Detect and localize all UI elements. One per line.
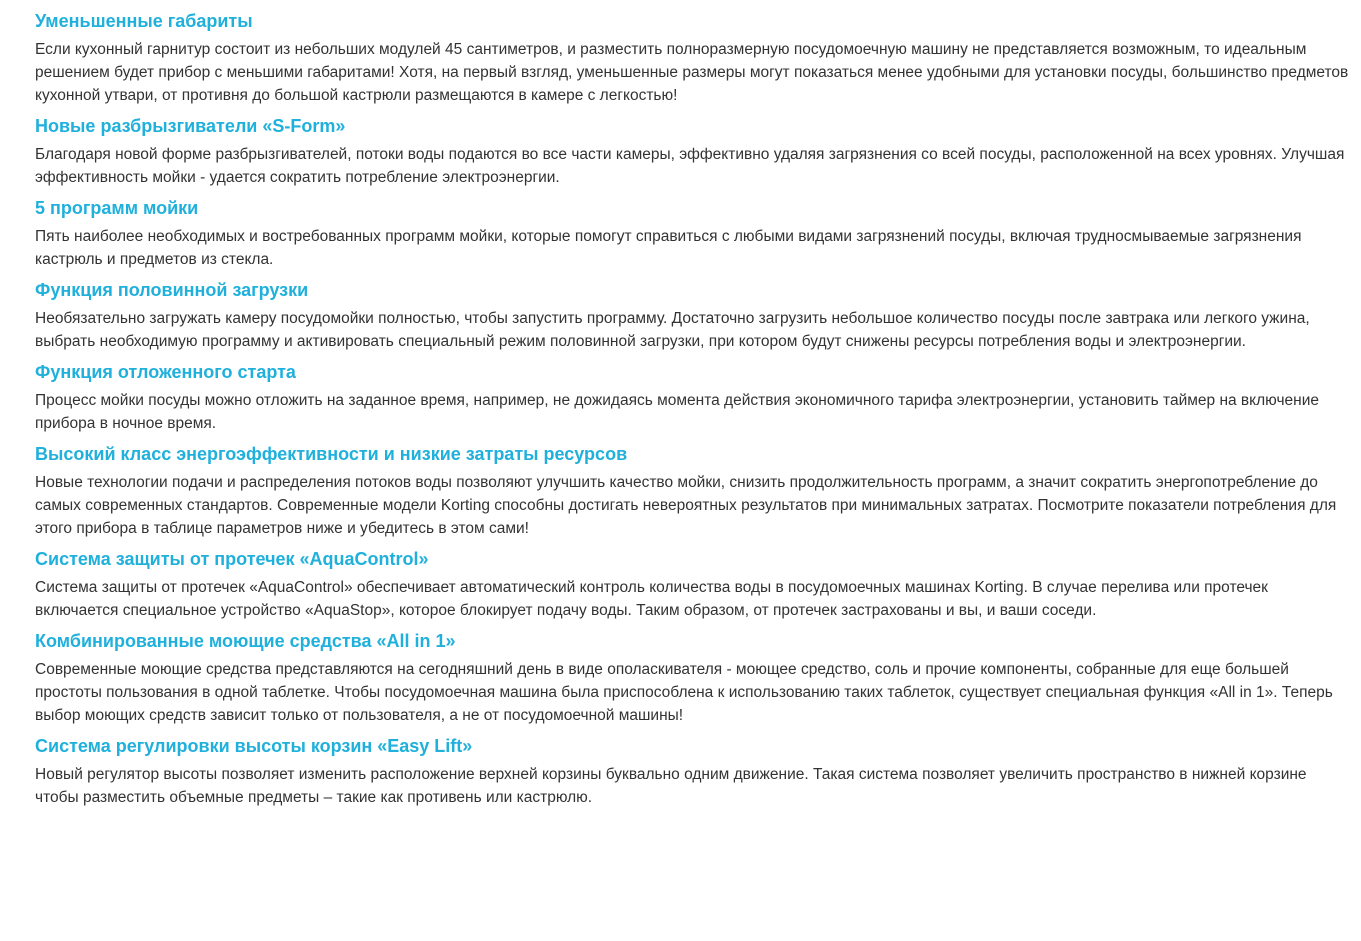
feature-s-form-sprayers [35,113,1351,189]
feature-title: Комбинированные моющие средства «All in 1» [35,631,456,651]
feature-description: Процесс мойки посуды можно отложить на заданное время, например, не дожидаясь момента действия экономичного тарифа электроэнергии, установить таймер на включение прибора в ночное время. [35,392,1319,432]
feature-wash-programs [35,195,1351,271]
feature-title: Новые разбрызгиватели «S-Form» [35,116,346,136]
feature-description: Если кухонный гарнитур состоит из небольших модулей 45 сантиметров, и разместить полноразмерную посудомоечную машину не представляется возможным, то идеальным решением будет прибор с меньшими габаритами! Хотя, на первый взгляд, уменьшенные размеры могут показаться менее удобными для установки посуды, большинство предметов кухонной утвари, от противня до большой кастрюли размещаются в камере с легкостью! [35,41,1349,104]
feature-list [35,8,1351,815]
feature-description: Современные моющие средства представляются на сегодняшний день в виде ополаскивателя - моющее средство, соль и прочие компоненты, собранные для еще большей простоты пользования в одной таблетке. Чтобы посудомоечная машина была приспособлена к использованию таких таблеток, существует специальная функция «All in 1». Теперь выбор моющих средств зависит только от пользователя, а не от посудомоечной машины! [35,661,1333,724]
feature-title: Функция половинной загрузки [35,280,309,300]
feature-energy-efficiency [35,441,1351,540]
feature-description: Новый регулятор высоты позволяет изменить расположение верхней корзины буквально одним движение. Такая система позволяет увеличить пространство в нижней корзине чтобы разместить объемные предметы – такие как противень или кастрюлю. [35,766,1307,806]
feature-all-in-one [35,628,1351,727]
feature-description: Необязательно загружать камеру посудомойки полностью, чтобы запустить программу. Достаточно загрузить небольшое количество посуды после завтрака или легкого ужина, выбрать необходимую программу и активировать специальный режим половинной загрузки, при котором будут снижены ресурсы потребления воды и электроэнергии. [35,310,1310,350]
feature-title: Высокий класс энергоэффективности и низкие затраты ресурсов [35,444,628,464]
feature-aquacontrol [35,546,1351,622]
feature-compact-size [35,8,1351,107]
feature-description: Пять наиболее необходимых и востребованных программ мойки, которые помогут справиться с любыми видами загрязнений посуды, включая трудносмываемые загрязнения кастрюль и предметов из стекла. [35,228,1302,268]
feature-half-load [35,277,1351,353]
feature-easy-lift [35,733,1351,809]
feature-delayed-start [35,359,1351,435]
feature-title: Функция отложенного старта [35,362,296,382]
feature-description: Благодаря новой форме разбрызгивателей, потоки воды подаются во все части камеры, эффективно удаляя загрязнения со всей посуды, расположенной на всех уровнях. Улучшая эффективность мойки - удается сократить потребление электроэнергии. [35,146,1345,186]
feature-description: Система защиты от протечек «AquaControl» обеспечивает автоматический контроль количества воды в посудомоечных машинах Korting. В случае перелива или протечек включается специальное устройство «AquaStop», которое блокирует подачу воды. Таким образом, от протечек застрахованы и вы, и ваши соседи. [35,579,1268,619]
feature-description: Новые технологии подачи и распределения потоков воды позволяют улучшить качество мойки, снизить продолжительность программ, а значит сократить энергопотребление до самых современных стандартов. Современные модели Korting способны достигать невероятных результатов при минимальных затратах. Посмотрите показатели потребления для этого прибора в таблице параметров ниже и убедитесь в этом сами! [35,474,1337,537]
feature-title: Уменьшенные габариты [35,11,253,31]
feature-title: Система защиты от протечек «AquaControl» [35,549,429,569]
feature-title: 5 программ мойки [35,198,199,218]
feature-title: Система регулировки высоты корзин «Easy Lift» [35,736,473,756]
